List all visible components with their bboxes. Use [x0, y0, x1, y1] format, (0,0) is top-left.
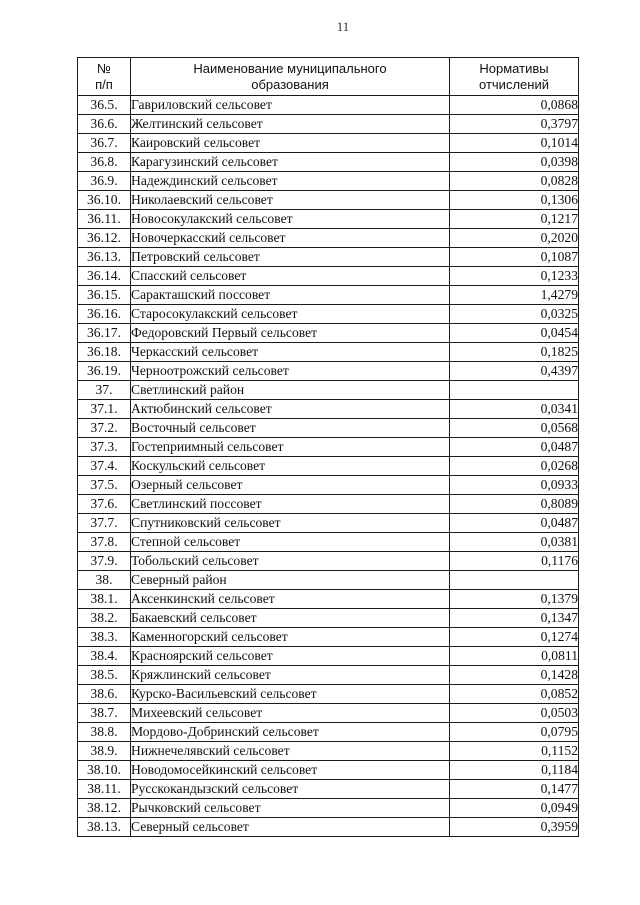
norm-value: 0,3959: [450, 818, 579, 837]
row-number: 36.5.: [78, 96, 131, 115]
norm-value: 0,0828: [450, 172, 579, 191]
table-row: [78, 134, 579, 153]
table-row: [78, 476, 579, 495]
norm-value: 0,1152: [450, 742, 579, 761]
municipality-name: Спасский сельсовет: [131, 267, 450, 286]
norm-value: 0,2020: [450, 229, 579, 248]
norm-value: 0,1379: [450, 590, 579, 609]
norm-value: 0,0568: [450, 419, 579, 438]
municipality-name: Гавриловский сельсовет: [131, 96, 450, 115]
row-number: 38.7.: [78, 704, 131, 723]
table-row: [78, 457, 579, 476]
municipality-name: Аксенкинский сельсовет: [131, 590, 450, 609]
table-row: [78, 248, 579, 267]
row-number: 36.8.: [78, 153, 131, 172]
norm-value: 0,0325: [450, 305, 579, 324]
table-row: [78, 552, 579, 571]
norm-value: 0,1217: [450, 210, 579, 229]
header-num-line-2: п/п: [95, 76, 113, 92]
municipality-name: Красноярский сельсовет: [131, 647, 450, 666]
municipality-name: Желтинский сельсовет: [131, 115, 450, 134]
table-row: [78, 210, 579, 229]
norm-value: 0,3797: [450, 115, 579, 134]
norms-table: [77, 57, 579, 837]
municipality-name: Северный район: [131, 571, 450, 590]
row-number: 37.7.: [78, 514, 131, 533]
norm-value: 0,1233: [450, 267, 579, 286]
municipality-name: Карагузинский сельсовет: [131, 153, 450, 172]
norm-value: 0,1306: [450, 191, 579, 210]
table-row: [78, 628, 579, 647]
table-row: [78, 495, 579, 514]
table-row: [78, 172, 579, 191]
header-name: [131, 58, 450, 96]
table-row: [78, 761, 579, 780]
row-number: 36.7.: [78, 134, 131, 153]
norm-value: 0,0852: [450, 685, 579, 704]
table-row: [78, 191, 579, 210]
municipality-name: Курско-Васильевский сельсовет: [131, 685, 450, 704]
header-num-line-1: №: [97, 60, 111, 76]
row-number: 36.17.: [78, 324, 131, 343]
table-row: [78, 666, 579, 685]
municipality-name: Спутниковский сельсовет: [131, 514, 450, 533]
norm-value: 0,1014: [450, 134, 579, 153]
table-row: [78, 153, 579, 172]
header-name-line-1: Наименование муниципального: [193, 60, 387, 76]
municipality-name: Саракташский поссовет: [131, 286, 450, 305]
municipality-name: Светлинский поссовет: [131, 495, 450, 514]
norm-value: [450, 571, 579, 590]
norm-value: 0,0933: [450, 476, 579, 495]
table-row: [78, 96, 579, 115]
table-row: [78, 400, 579, 419]
row-number: 37.5.: [78, 476, 131, 495]
municipality-name: Рычковский сельсовет: [131, 799, 450, 818]
norm-value: [450, 381, 579, 400]
district-row: [78, 381, 579, 400]
row-number: 36.10.: [78, 191, 131, 210]
norm-value: 0,0487: [450, 438, 579, 457]
municipality-name: Русскокандызский сельсовет: [131, 780, 450, 799]
norm-value: 1,4279: [450, 286, 579, 305]
row-number: 36.9.: [78, 172, 131, 191]
norm-value: 0,1428: [450, 666, 579, 685]
norm-value: 0,1274: [450, 628, 579, 647]
norm-value: 0,0381: [450, 533, 579, 552]
table-row: [78, 305, 579, 324]
table-row: [78, 324, 579, 343]
header-value: [450, 58, 579, 96]
table-row: [78, 723, 579, 742]
norm-value: 0,0454: [450, 324, 579, 343]
row-number: 37.3.: [78, 438, 131, 457]
norm-value: 0,8089: [450, 495, 579, 514]
header-name-line-2: образования: [251, 76, 329, 92]
norm-value: 0,1087: [450, 248, 579, 267]
table-header: [78, 58, 579, 96]
municipality-name: Восточный сельсовет: [131, 419, 450, 438]
row-number: 36.11.: [78, 210, 131, 229]
row-number: 37.8.: [78, 533, 131, 552]
table-row: [78, 742, 579, 761]
table-row: [78, 514, 579, 533]
row-number: 38.4.: [78, 647, 131, 666]
municipality-name: Тобольский сельсовет: [131, 552, 450, 571]
district-row: [78, 571, 579, 590]
municipality-name: Коскульский сельсовет: [131, 457, 450, 476]
norm-value: 0,0811: [450, 647, 579, 666]
row-number: 38.6.: [78, 685, 131, 704]
municipality-name: Степной сельсовет: [131, 533, 450, 552]
table-row: [78, 115, 579, 134]
municipality-name: Светлинский район: [131, 381, 450, 400]
row-number: 38.: [78, 571, 131, 590]
municipality-name: Нижнечелявский сельсовет: [131, 742, 450, 761]
table-body: [78, 96, 579, 837]
row-number: 38.9.: [78, 742, 131, 761]
norm-value: 0,0503: [450, 704, 579, 723]
row-number: 37.: [78, 381, 131, 400]
municipality-name: Актюбинский сельсовет: [131, 400, 450, 419]
row-number: 36.6.: [78, 115, 131, 134]
municipality-name: Северный сельсовет: [131, 818, 450, 837]
table-row: [78, 647, 579, 666]
norm-value: 0,1184: [450, 761, 579, 780]
table-row: [78, 533, 579, 552]
row-number: 38.10.: [78, 761, 131, 780]
municipality-name: Михеевский сельсовет: [131, 704, 450, 723]
row-number: 38.13.: [78, 818, 131, 837]
table-row: [78, 799, 579, 818]
row-number: 38.1.: [78, 590, 131, 609]
header-value-line-2: отчислений: [479, 76, 549, 92]
norm-value: 0,1477: [450, 780, 579, 799]
table-row: [78, 609, 579, 628]
row-number: 36.19.: [78, 362, 131, 381]
row-number: 36.14.: [78, 267, 131, 286]
table-row: [78, 286, 579, 305]
norm-value: 0,1176: [450, 552, 579, 571]
municipality-name: Черноотрожский сельсовет: [131, 362, 450, 381]
norm-value: 0,0487: [450, 514, 579, 533]
norm-value: 0,4397: [450, 362, 579, 381]
norm-value: 0,1825: [450, 343, 579, 362]
row-number: 37.4.: [78, 457, 131, 476]
table-row: [78, 685, 579, 704]
norm-value: 0,0949: [450, 799, 579, 818]
table-row: [78, 267, 579, 286]
table-row: [78, 438, 579, 457]
municipality-name: Каировский сельсовет: [131, 134, 450, 153]
row-number: 38.12.: [78, 799, 131, 818]
header-row: [78, 58, 579, 96]
table-row: [78, 343, 579, 362]
municipality-name: Надеждинский сельсовет: [131, 172, 450, 191]
municipality-name: Николаевский сельсовет: [131, 191, 450, 210]
municipality-name: Озерный сельсовет: [131, 476, 450, 495]
municipality-name: Гостеприимный сельсовет: [131, 438, 450, 457]
table-row: [78, 818, 579, 837]
municipality-name: Новодомосейкинский сельсовет: [131, 761, 450, 780]
municipality-name: Петровский сельсовет: [131, 248, 450, 267]
row-number: 36.18.: [78, 343, 131, 362]
row-number: 38.3.: [78, 628, 131, 647]
table-row: [78, 780, 579, 799]
row-number: 38.11.: [78, 780, 131, 799]
norm-value: 0,1347: [450, 609, 579, 628]
row-number: 37.9.: [78, 552, 131, 571]
table-row: [78, 229, 579, 248]
table-row: [78, 590, 579, 609]
municipality-name: Федоровский Первый сельсовет: [131, 324, 450, 343]
row-number: 38.8.: [78, 723, 131, 742]
row-number: 37.6.: [78, 495, 131, 514]
municipality-name: Каменногорский сельсовет: [131, 628, 450, 647]
table-row: [78, 704, 579, 723]
row-number: 37.2.: [78, 419, 131, 438]
norm-value: 0,0341: [450, 400, 579, 419]
header-num: [78, 58, 131, 96]
municipality-name: Мордово-Добринский сельсовет: [131, 723, 450, 742]
row-number: 36.16.: [78, 305, 131, 324]
row-number: 38.5.: [78, 666, 131, 685]
header-value-line-1: Нормативы: [479, 60, 549, 76]
page-number: 11: [336, 19, 350, 34]
municipality-name: Новочеркасский сельсовет: [131, 229, 450, 248]
row-number: 37.1.: [78, 400, 131, 419]
norm-value: 0,0868: [450, 96, 579, 115]
municipality-name: Бакаевский сельсовет: [131, 609, 450, 628]
norm-value: 0,0795: [450, 723, 579, 742]
municipality-name: Кряжлинский сельсовет: [131, 666, 450, 685]
municipality-name: Черкасский сельсовет: [131, 343, 450, 362]
municipality-name: Старосокулакский сельсовет: [131, 305, 450, 324]
row-number: 36.15.: [78, 286, 131, 305]
municipality-name: Новосокулакский сельсовет: [131, 210, 450, 229]
row-number: 36.13.: [78, 248, 131, 267]
table-row: [78, 419, 579, 438]
row-number: 36.12.: [78, 229, 131, 248]
table-row: [78, 362, 579, 381]
row-number: 38.2.: [78, 609, 131, 628]
norm-value: 0,0398: [450, 153, 579, 172]
norm-value: 0,0268: [450, 457, 579, 476]
